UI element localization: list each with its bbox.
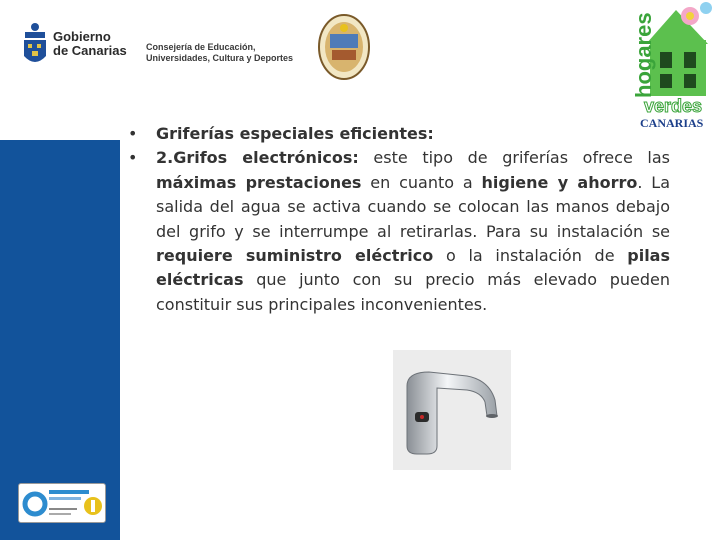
text-run: higiene y ahorro — [481, 172, 638, 192]
text-run: este tipo de griferías ofrece las — [358, 148, 670, 168]
gov-logo-text — [53, 30, 127, 58]
text-run: que junto con su precio más elevado pueden constituir sus principales inconvenientes. — [156, 270, 670, 314]
gov-coat-of-arms-icon — [22, 22, 48, 68]
text-run: 2.Grifos electrónicos: — [156, 148, 359, 168]
logo-word-canarias: CANARIAS — [640, 116, 704, 130]
bullet-electronic-taps-text — [156, 146, 670, 317]
dept-line2: Universidades, Cultura y Deportes — [146, 53, 294, 63]
text-run: o la instalación de — [433, 246, 628, 266]
faucet-icon — [393, 350, 511, 470]
bullet-heading-text: Griferías especiales eficientes: — [156, 124, 434, 143]
left-sidebar-band — [0, 140, 120, 540]
school-seal-logo — [318, 14, 370, 80]
bullet-item-heading — [128, 122, 670, 146]
slide-body — [128, 122, 670, 317]
plan-logo-graphic — [19, 484, 105, 522]
text-run: . La salida del agua se activa cuando se colocan las manos debajo del grifo y se interrumpe al retirarlas. Para su instalación se — [156, 172, 671, 241]
text-run: en cuanto a — [361, 172, 482, 192]
text-run: pilas eléctricas — [156, 246, 670, 290]
dept-line1: Consejería de Educación, — [146, 42, 256, 52]
logo-word-hogares: hogares — [631, 12, 656, 98]
bullet-item-electronic-taps — [128, 146, 670, 317]
text-run: requiere suministro eléctrico — [156, 246, 434, 266]
dept-logo-text — [146, 42, 293, 64]
gov-logo-line1: Gobierno — [53, 29, 111, 44]
plan-logo-badge — [18, 483, 106, 523]
electronic-faucet-photo — [393, 350, 511, 470]
logo-word-verdes: verdes — [644, 96, 703, 116]
bullet-marker: • — [128, 124, 138, 143]
bullet-marker: • — [128, 148, 138, 168]
gov-logo-line2: de Canarias — [53, 43, 127, 58]
text-run: máximas prestaciones — [156, 172, 362, 192]
